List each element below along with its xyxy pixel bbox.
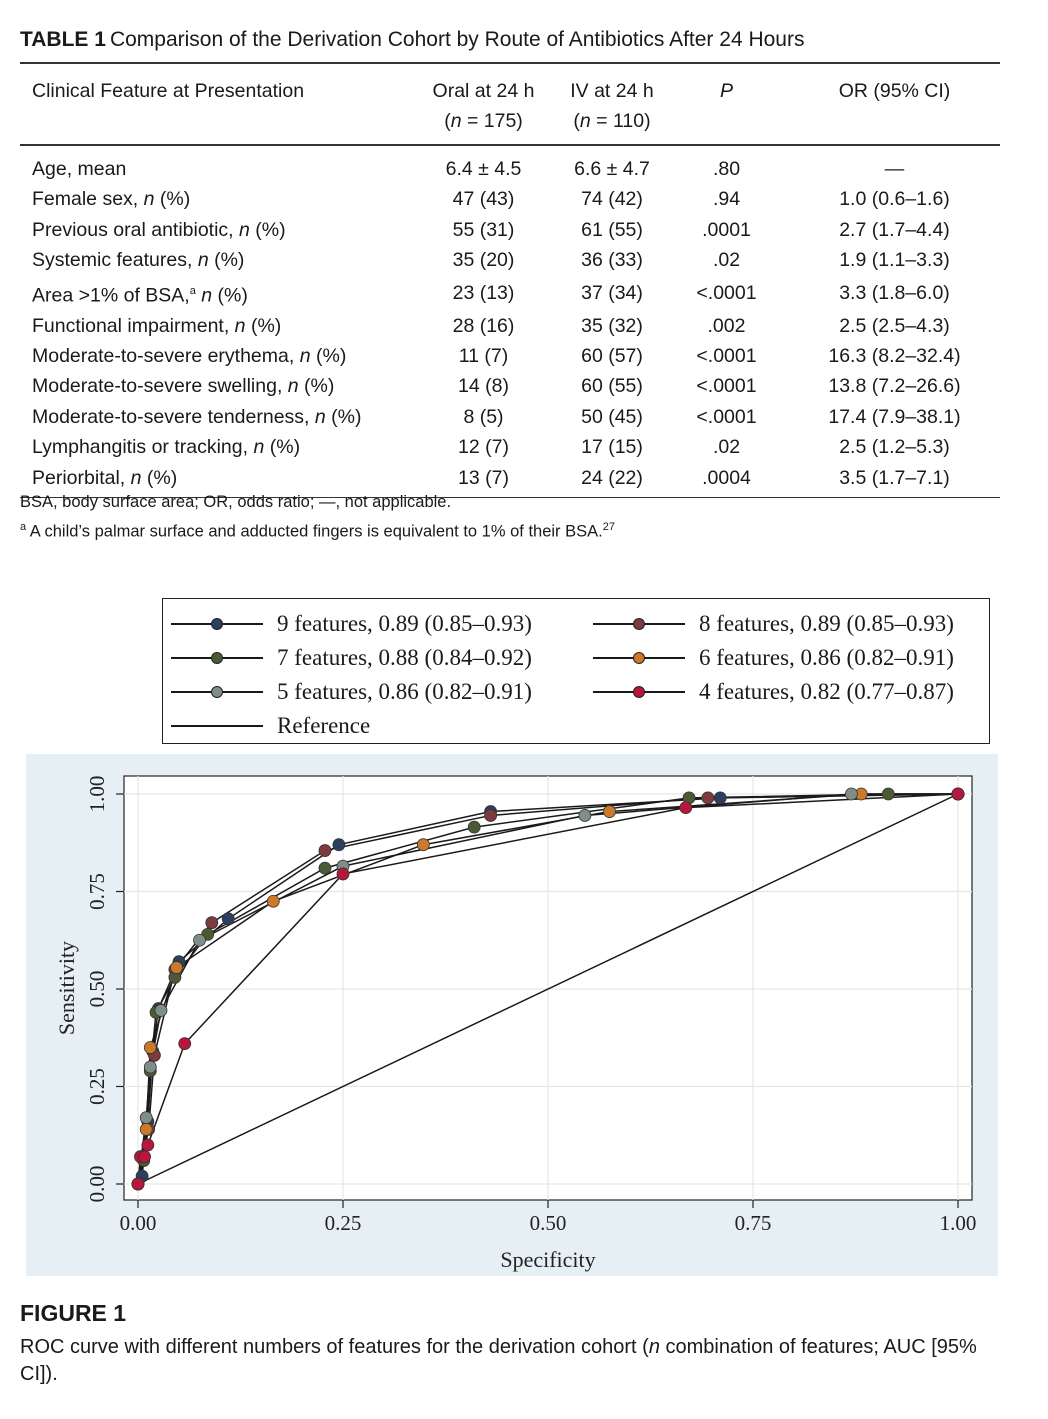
header-iv: [560, 63, 664, 145]
cell-p: .02: [712, 436, 741, 459]
data-point: [155, 1004, 167, 1016]
cell-feature: Moderate-to-severe erythema, n (%): [32, 344, 347, 367]
y-tick-label: 0.00: [85, 1165, 109, 1203]
data-point: [144, 1042, 156, 1054]
cell-iv: 60 (55): [581, 375, 643, 398]
cell-feature: Area >1% of BSA,$^a$ n (%): [32, 284, 248, 307]
cell-oral: 11 (7): [458, 344, 509, 367]
cell-iv: 6.6 ± 4.7: [574, 158, 650, 180]
y-tick-label: 1.00: [85, 775, 109, 813]
table-title-text: Comparison of the Derivation Cohort by Route of Antibiotics After 24 Hours: [109, 28, 805, 51]
cell-feature: Systemic features, n (%): [32, 249, 245, 272]
cell-or: 3.5 (1.7–7.1): [839, 466, 950, 489]
cell-oral: 35 (20): [452, 249, 515, 272]
roc-chart: [26, 754, 998, 1276]
cell-oral: 55 (31): [452, 218, 515, 241]
cell-p: .94: [712, 188, 741, 211]
x-tick-label: 0.75: [734, 1211, 772, 1235]
header-iv-line2: (n = 110): [573, 110, 651, 132]
cell-oral: 28 (16): [452, 314, 515, 337]
cell-p: <.0001: [696, 344, 757, 367]
comparison-table: [20, 62, 1000, 498]
legend-marker-icon: [633, 618, 645, 630]
cell-feature: Moderate-to-severe swelling, n (%): [32, 375, 335, 398]
cell-or: 1.0 (0.6–1.6): [839, 188, 950, 211]
y-axis-label: Sensitivity: [54, 940, 79, 1036]
cell-p: .02: [712, 249, 741, 272]
table-row: [20, 245, 1000, 275]
data-point: [267, 895, 279, 907]
legend-label: Reference: [277, 713, 371, 738]
cell-feature: Periorbital, n (%): [32, 466, 178, 489]
cell-or: 2.5 (1.2–5.3): [839, 436, 950, 459]
table-row: [20, 184, 1000, 214]
data-point: [139, 1151, 151, 1163]
legend-line-icon: [171, 691, 263, 693]
cell-iv: 74 (42): [581, 188, 643, 211]
legend-label: 8 features, 0.89 (0.85–0.93): [699, 611, 954, 636]
cell-iv: 61 (55): [581, 218, 643, 241]
cell-feature: Female sex, n (%): [32, 188, 191, 211]
figure-label: FIGURE 1: [20, 1300, 127, 1326]
table-body: [20, 145, 1000, 497]
table-row: [20, 215, 1000, 245]
cell-iv: 60 (57): [581, 344, 643, 367]
cell-or: 17.4 (7.9–38.1): [828, 405, 961, 428]
legend-line-icon: [593, 691, 685, 693]
table-title: [20, 28, 804, 52]
cell-p: <.0001: [696, 375, 757, 398]
x-tick-label: 1.00: [939, 1211, 977, 1235]
legend-label: 6 features, 0.86 (0.82–0.91): [699, 645, 954, 670]
cell-p: <.0001: [696, 405, 757, 428]
legend-line-icon: [171, 657, 263, 659]
data-point: [579, 809, 591, 821]
chart-legend: [162, 598, 990, 744]
header-iv-line1: IV at 24 h: [570, 80, 654, 102]
cell-feature: Functional impairment, n (%): [32, 314, 282, 337]
cell-or: —: [884, 158, 905, 180]
data-point: [132, 1178, 144, 1190]
data-point: [206, 917, 218, 929]
table-row: [20, 402, 1000, 432]
y-tick-label: 0.25: [85, 1068, 109, 1105]
cell-p: .002: [707, 314, 746, 337]
cell-feature: Age, mean: [32, 158, 127, 180]
y-tick-label: 0.50: [85, 970, 109, 1008]
data-point: [337, 868, 349, 880]
x-tick-label: 0.00: [119, 1211, 157, 1235]
legend-label: 7 features, 0.88 (0.84–0.92): [277, 645, 532, 670]
data-point: [171, 962, 183, 974]
data-point: [702, 792, 714, 804]
data-point: [142, 1139, 154, 1151]
cell-iv: 50 (45): [581, 405, 643, 428]
data-point: [952, 788, 964, 800]
legend-item: [171, 643, 532, 673]
cell-oral: 23 (13): [452, 281, 515, 304]
data-point: [604, 806, 616, 818]
footnote-a: $^a$ A child’s palmar surface and adducted fingers is equivalent to 1% of their BSA.$^{27}$: [20, 521, 615, 541]
legend-label: 4 features, 0.82 (0.77–0.87): [699, 679, 954, 704]
legend-item: [593, 609, 954, 639]
cell-iv: 36 (33): [581, 249, 643, 272]
header-or: OR (95% CI): [838, 80, 951, 102]
legend-label: 9 features, 0.89 (0.85–0.93): [277, 611, 532, 636]
data-point: [845, 788, 857, 800]
legend-item: [171, 609, 532, 639]
table-row: [20, 341, 1000, 371]
table-header-row: [20, 63, 1000, 145]
cell-or: 1.9 (1.1–3.3): [839, 249, 950, 272]
data-point: [179, 1038, 191, 1050]
cell-or: 3.3 (1.8–6.0): [839, 281, 950, 304]
cell-oral: 12 (7): [458, 436, 509, 459]
legend-line-icon: [171, 725, 263, 727]
chart-panel: [26, 754, 998, 1276]
data-point: [714, 792, 726, 804]
header-feature: Clinical Feature at Presentation: [32, 80, 305, 102]
cell-or: 16.3 (8.2–32.4): [828, 344, 961, 367]
legend-line-icon: [593, 657, 685, 659]
legend-item: [593, 643, 954, 673]
table-row: [20, 432, 1000, 462]
header-oral-line1: Oral at 24 h: [432, 80, 535, 102]
data-point: [468, 821, 480, 833]
cell-iv: 24 (22): [581, 466, 643, 489]
cell-oral: 8 (5): [463, 405, 504, 428]
cell-oral: 47 (43): [452, 188, 515, 211]
x-tick-label: 0.25: [324, 1211, 362, 1235]
header-oral: [407, 63, 560, 145]
data-point: [222, 913, 234, 925]
legend-item: [593, 677, 954, 707]
cell-iv: 17 (15): [581, 436, 643, 459]
cell-iv: 37 (34): [581, 281, 643, 304]
cell-or: 13.8 (7.2–26.6): [828, 375, 961, 398]
legend-marker-icon: [633, 652, 645, 664]
data-point: [680, 802, 692, 814]
figure-caption: ROC curve with different numbers of features for the derivation cohort (n combination of features; AUC [95% CI]).: [20, 1336, 977, 1385]
table-row: [20, 145, 1000, 184]
cell-feature: Lymphangitis or tracking, n (%): [32, 436, 301, 459]
data-point: [882, 788, 894, 800]
legend-item: [171, 677, 532, 707]
cell-p: <.0001: [696, 281, 757, 304]
y-tick-label: 0.75: [85, 873, 109, 910]
cell-p: .0001: [702, 218, 751, 241]
legend-marker-icon: [633, 686, 645, 698]
data-point: [194, 934, 206, 946]
data-point: [485, 809, 497, 821]
cell-p: .0004: [702, 466, 751, 489]
data-point: [140, 1112, 152, 1124]
legend-line-icon: [171, 623, 263, 625]
legend-marker-icon: [211, 686, 223, 698]
cell-p: .80: [712, 158, 741, 180]
header-oral-line2: (n = 175): [444, 110, 523, 132]
x-axis-label: Specificity: [500, 1247, 596, 1272]
footnote-abbreviations: BSA, body surface area; OR, odds ratio; —, not applicable.: [20, 493, 452, 511]
cell-feature: Previous oral antibiotic, n (%): [32, 218, 286, 241]
header-p-text: P: [719, 80, 733, 102]
data-point: [144, 1061, 156, 1073]
cell-or: 2.5 (2.5–4.3): [839, 314, 950, 337]
cell-oral: 6.4 ± 4.5: [445, 158, 522, 180]
table-row: [20, 311, 1000, 341]
legend-line-icon: [593, 623, 685, 625]
cell-iv: 35 (32): [581, 314, 643, 337]
legend-marker-icon: [211, 618, 223, 630]
cell-feature: Moderate-to-severe tenderness, n (%): [32, 405, 362, 428]
data-point: [319, 862, 331, 874]
data-point: [333, 839, 345, 851]
header-p: [664, 63, 789, 145]
data-point: [417, 839, 429, 851]
x-tick-label: 0.50: [529, 1211, 567, 1235]
data-point: [140, 1123, 152, 1135]
cell-oral: 14 (8): [458, 375, 509, 398]
table-label: TABLE 1: [20, 28, 106, 51]
cell-oral: 13 (7): [458, 466, 509, 489]
data-point: [319, 845, 331, 857]
table-row: [20, 371, 1000, 401]
legend-item: [171, 711, 370, 741]
table-row: [20, 276, 1000, 311]
cell-or: 2.7 (1.7–4.4): [839, 218, 950, 241]
legend-marker-icon: [211, 652, 223, 664]
legend-label: 5 features, 0.86 (0.82–0.91): [277, 679, 532, 704]
